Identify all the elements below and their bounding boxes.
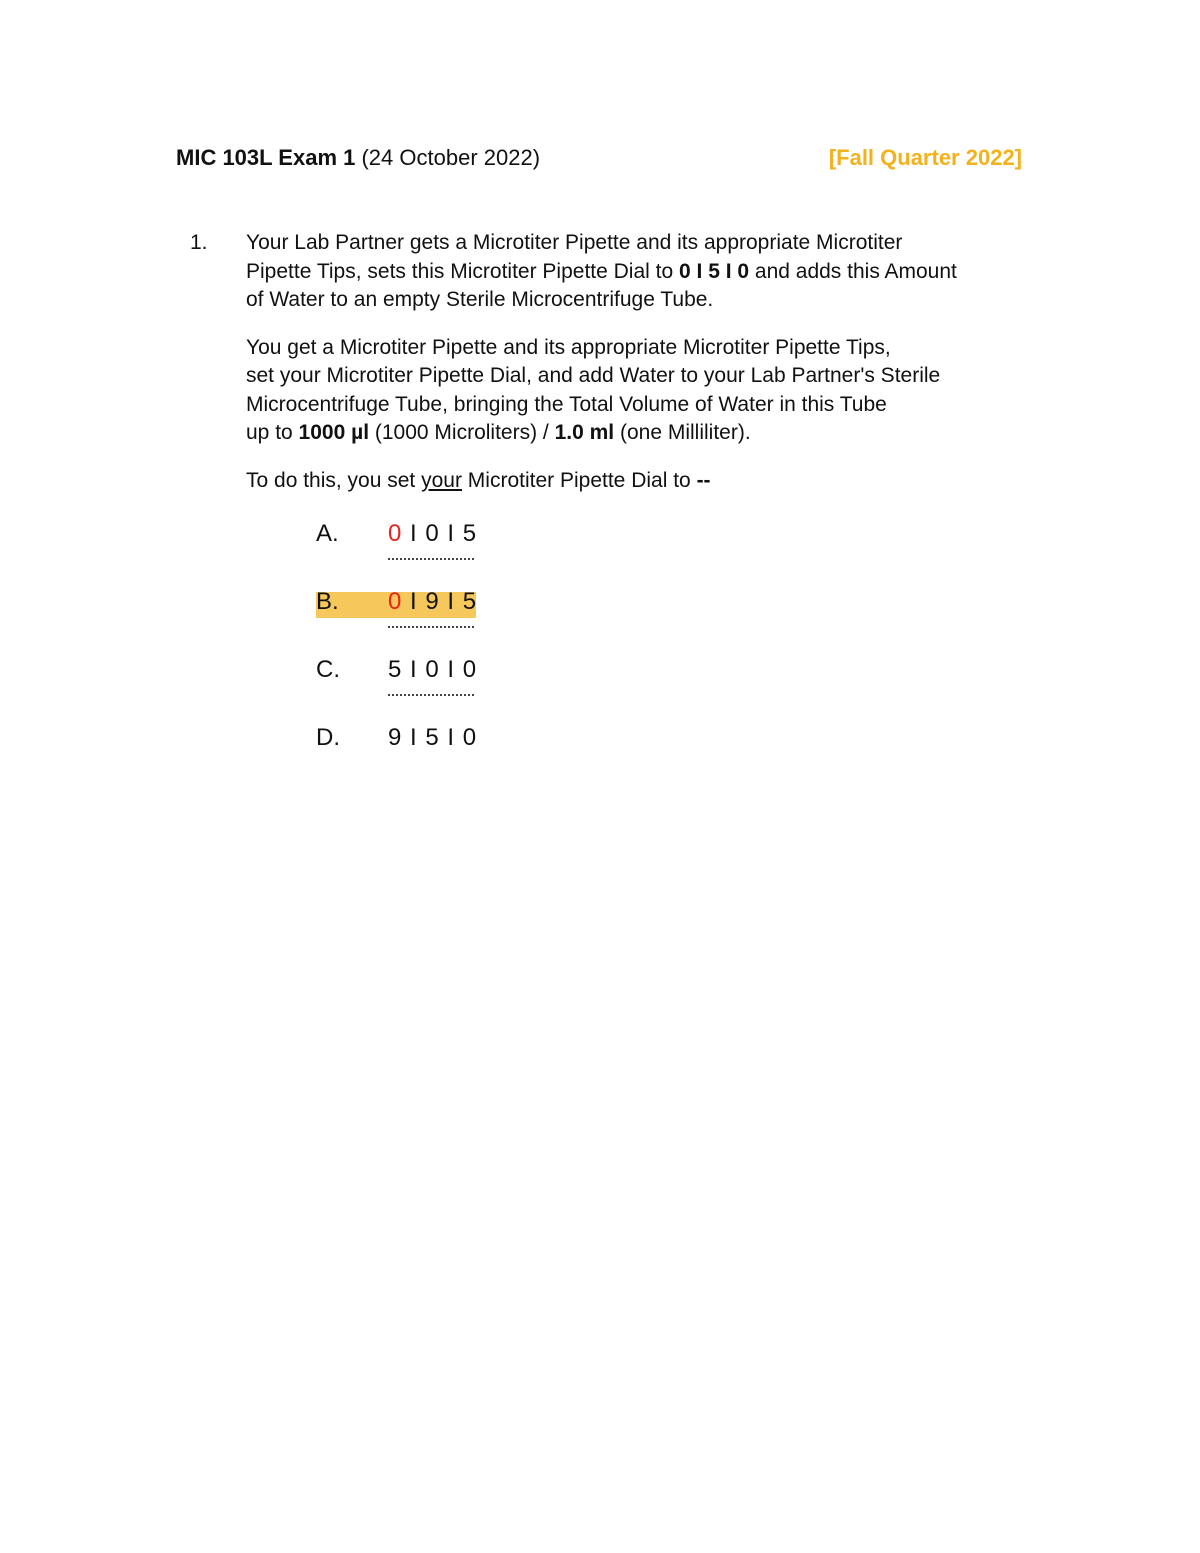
option-c[interactable]: [316, 656, 516, 724]
option-letter: B.: [316, 588, 339, 615]
question-prompt: To do this, you set your Microtiter Pipette Dial to --: [246, 468, 711, 492]
dotted-underline: [388, 626, 474, 628]
exam-date: (24 October 2022): [361, 145, 541, 170]
option-value: 0 I 0 I 5: [388, 520, 478, 547]
option-value: 5 I 0 I 0: [388, 656, 478, 683]
target-volume: 1000 µl: [298, 421, 370, 444]
option-letter: D.: [316, 724, 340, 751]
dotted-underline: [388, 558, 474, 560]
dotted-underline: [388, 694, 474, 696]
exam-header: [176, 143, 1022, 173]
option-b-highlighted[interactable]: [316, 588, 516, 656]
question-body: [246, 229, 1066, 514]
answer-options: [316, 520, 516, 792]
option-d[interactable]: [316, 724, 516, 792]
course-title: MIC 103L Exam 1: [176, 145, 356, 170]
option-value: 0 I 9 I 5: [388, 588, 478, 615]
partner-dial-setting: 0 I 5 I 0: [679, 259, 750, 283]
option-value: 9 I 5 I 0: [388, 724, 478, 751]
target-volume-ml: 1.0 ml: [554, 421, 615, 444]
your-underlined: your: [421, 468, 462, 492]
option-letter: C.: [316, 656, 340, 683]
question-number: 1.: [190, 231, 208, 254]
term-label: [Fall Quarter 2022]: [828, 145, 1022, 170]
question-paragraph-1: Your Lab Partner gets a Microtiter Pipette and its appropriate Microtiter Pipette Tips, sets this Microtiter Pipette Dial to 0 I 5 I 0 and adds this Amount of Water to an empty Sterile Microcentrifuge Tube.: [246, 231, 957, 311]
option-letter: A.: [316, 520, 339, 547]
option-a[interactable]: [316, 520, 516, 588]
question-paragraph-2: You get a Microtiter Pipette and its appropriate Microtiter Pipette Tips, set your Microtiter Pipette Dial, and add Water to your Lab Partner's Sterile Microcentrifuge Tube, bringing the Total Volume of Water in this Tube up to 1000 µl (1000 Microliters) / 1.0 ml (one Milliliter).: [246, 335, 941, 444]
